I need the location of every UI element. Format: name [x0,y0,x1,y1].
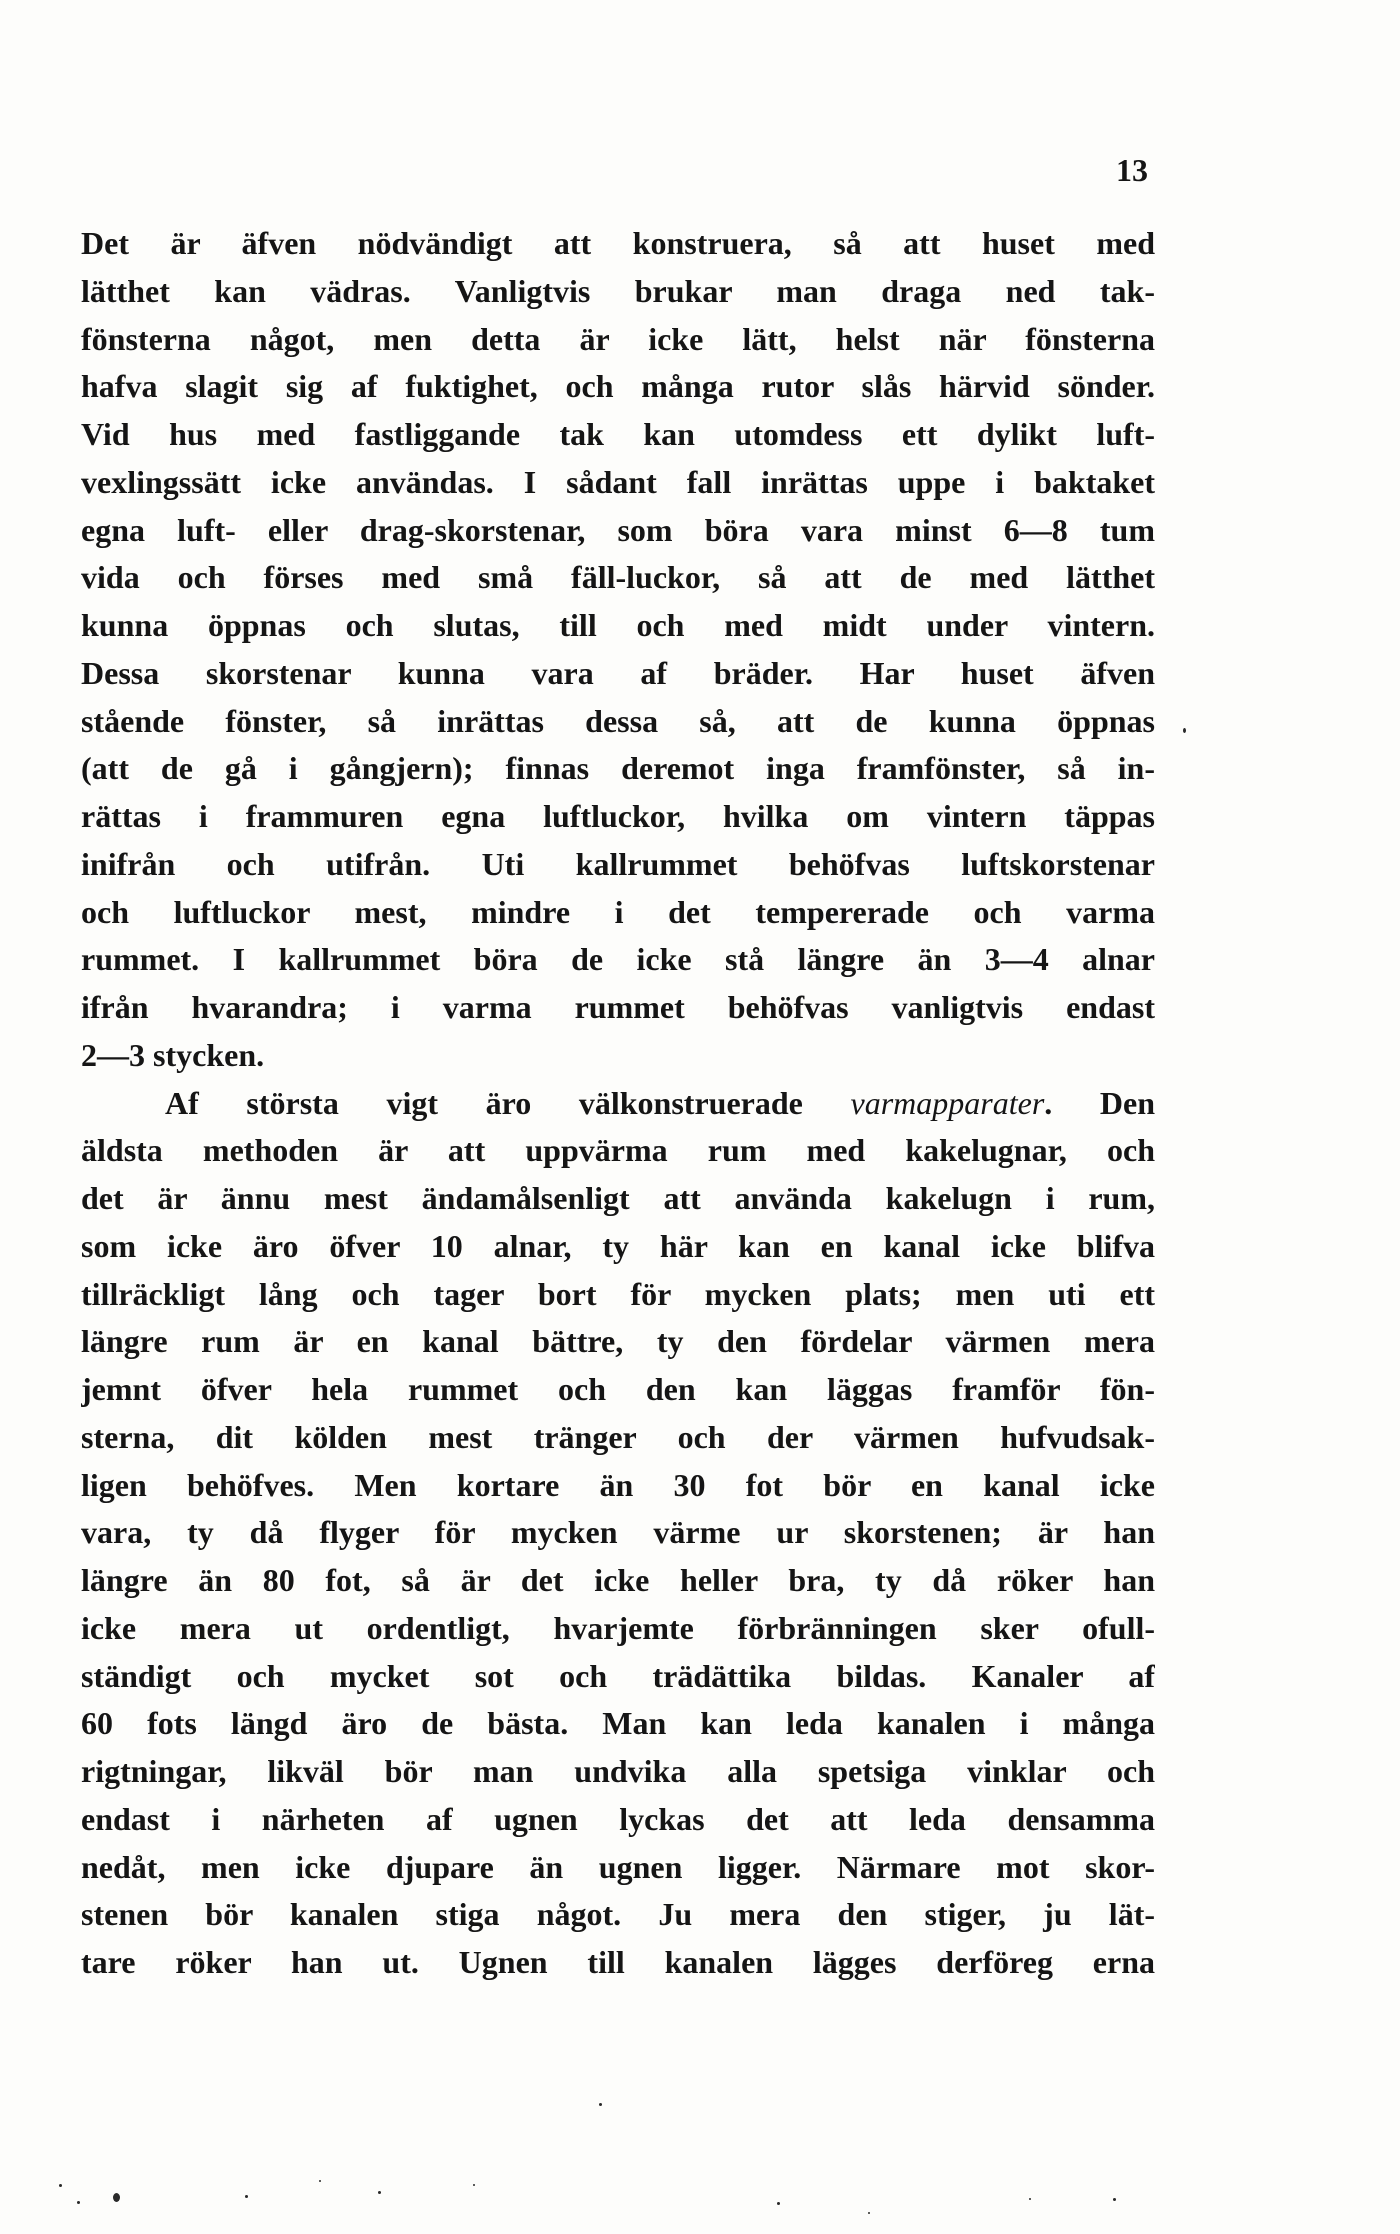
text-line: längre rum är en kanal bättre, ty den fördelar värmen mera [81,1323,1155,1360]
text-line: Dessa skorstenar kunna vara af bräder. Har huset äfven [81,654,1155,691]
page-number: 13 [1116,152,1148,188]
text-line: som icke äro öfver 10 alnar, ty här kan en kanal icke blifva [81,1227,1155,1264]
body-text [81,220,1155,1987]
text-line: icke mera ut ordentligt, hvarjemte förbränningen sker ofull- [81,1609,1155,1646]
text-line: Vid hus med fastliggande tak kan utomdess ett dylikt luft- [81,416,1155,452]
text-line: ifrån hvarandra; i varma rummet behöfvas vanligtvis endast [81,989,1155,1025]
text-line: tillräckligt lång och tager bort för mycken plats; men uti ett [81,1275,1155,1312]
scan-speck [245,2195,248,2198]
scan-speck [59,2184,62,2187]
text-line: (att de gå i gångjern); finnas deremot inga framfönster, så in- [81,750,1155,787]
text-segment: . Den [1044,1084,1155,1121]
text-line: egna luft- eller drag-skorstenar, som böra vara minst 6—8 tum [81,511,1155,548]
scan-speck [1183,728,1186,733]
scan-speck [599,2103,602,2106]
scan-speck [777,2202,780,2205]
scan-speck [378,2191,381,2194]
text-line [81,1080,1155,1128]
text-line: stående fönster, så inrättas dessa så, att de kunna öppnas [81,702,1155,739]
text-line: vida och förses med små fäll-luckor, så att de med lätthet [81,559,1155,596]
emphasized-term: varmapparater [850,1084,1045,1121]
text-segment: Af största vigt äro välkonstruerade [165,1084,851,1121]
scan-speck [1029,2198,1031,2200]
scan-speck [868,2212,870,2214]
text-line: lätthet kan vädras. Vanligtvis brukar man draga ned tak- [81,272,1155,309]
text-line: kunna öppnas och slutas, till och med midt under vintern. [81,607,1155,643]
scan-speck [113,2193,120,2202]
text-line: jemnt öfver hela rummet och den kan läggas framför fön- [81,1371,1155,1407]
text-line: äldsta methoden är att uppvärma rum med kakelugnar, och [81,1132,1155,1169]
text-line: inifrån och utifrån. Uti kallrummet behöfvas luftskorstenar [81,845,1155,882]
text-line: ständigt och mycket sot och trädättika bildas. Kanaler af [81,1657,1155,1694]
text-line: rättas i frammuren egna luftluckor, hvilka om vintern täppas [81,798,1155,834]
text-line: 2—3 stycken. [81,1036,265,1073]
text-line: vexlingssätt icke användas. I sådant fall inrättas uppe i baktaket [81,463,1155,500]
text-line: det är ännu mest ändamålsenligt att använda kakelugn i rum, [81,1180,1155,1216]
scan-speck [1113,2198,1116,2201]
text-line: endast i närheten af ugnen lyckas det att leda densamma [81,1800,1155,1837]
text-line: vara, ty då flyger för mycken värme ur skorstenen; är han [81,1514,1155,1551]
paragraph [81,220,1155,1080]
text-line: ligen behöfves. Men kortare än 30 fot bör en kanal icke [81,1466,1155,1503]
text-line: rigtningar, likväl bör man undvika alla spetsiga vinklar och [81,1753,1155,1789]
text-line: och luftluckor mest, mindre i det tempererade och varma [81,893,1155,930]
text-line: stenen bör kanalen stiga något. Ju mera den stiger, ju lät- [81,1896,1155,1933]
scan-speck [77,2201,80,2204]
text-line: rummet. I kallrummet böra de icke stå längre än 3—4 alnar [81,941,1155,978]
text-line: sterna, dit kölden mest tränger och der värmen hufvudsak- [81,1418,1155,1455]
text-line: nedåt, men icke djupare än ugnen ligger. Närmare mot skor- [81,1848,1155,1885]
scan-speck [319,2180,321,2182]
text-line: längre än 80 fot, så är det icke heller bra, ty då röker han [81,1562,1155,1598]
text-line: tare röker han ut. Ugnen till kanalen lägges derföreg erna [81,1944,1155,1980]
text-line: Det är äfven nödvändigt att konstruera, så att huset med [81,225,1155,261]
text-line: 60 fots längd äro de bästa. Man kan leda kanalen i många [81,1705,1155,1742]
text-line: hafva slagit sig af fuktighet, och många rutor slås härvid sönder. [81,368,1155,405]
paragraph [81,1080,1155,1987]
scan-speck [473,2184,475,2186]
text-line: fönsterna något, men detta är icke lätt, helst när fönsterna [81,320,1155,357]
